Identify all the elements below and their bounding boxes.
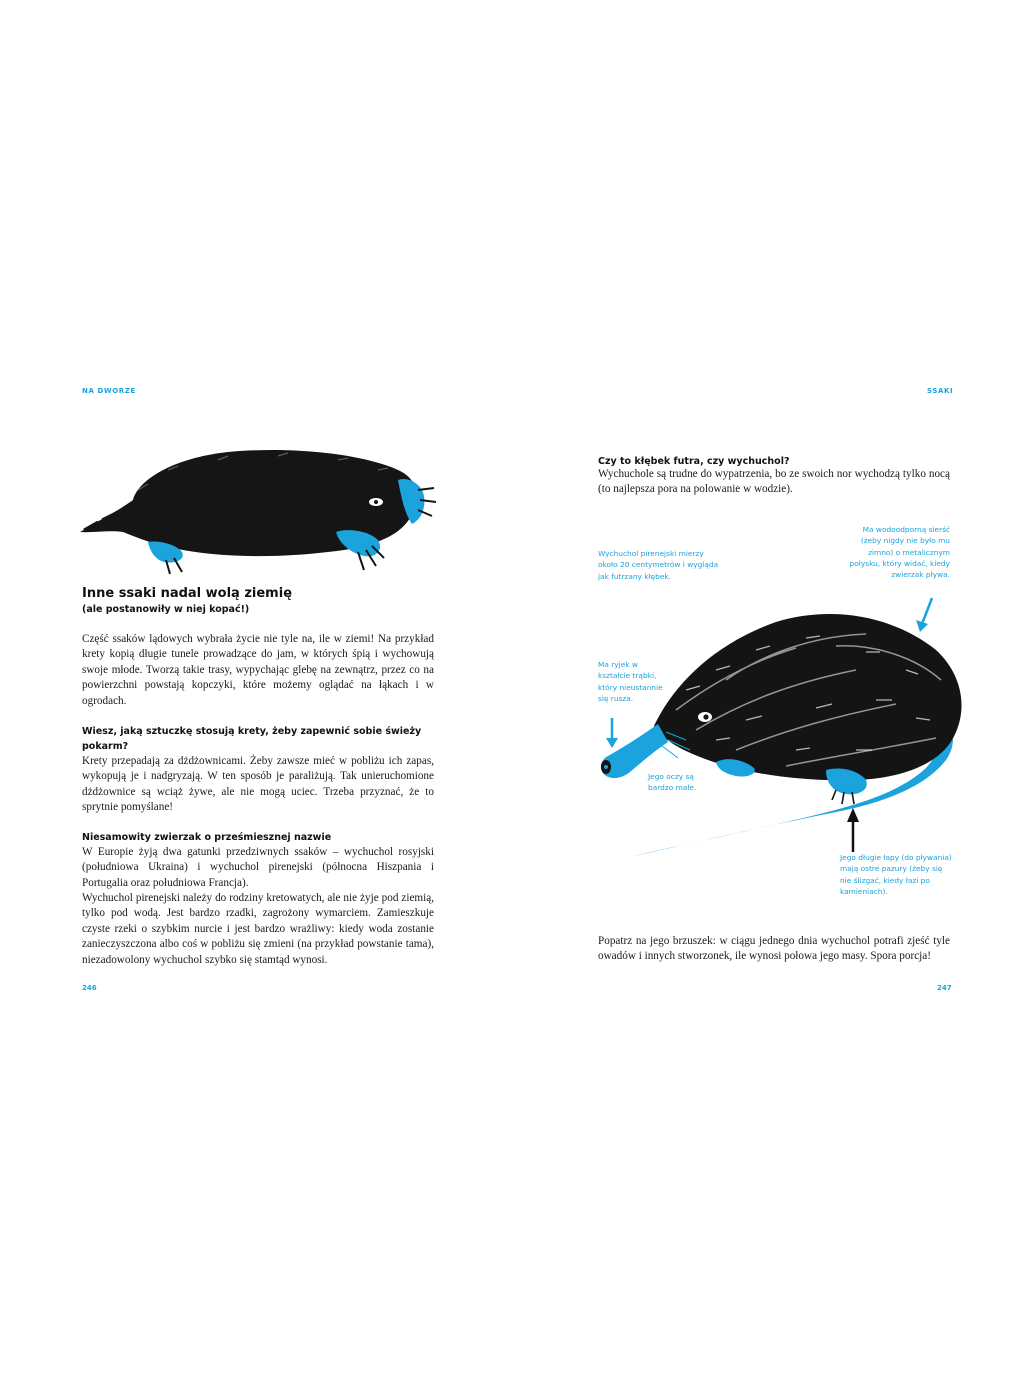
note-legs: Jego długie łapy (do pływania) mają ostre pazury (żeby się nie ślizgać, kiedy łazi po kamieniach). [840,853,952,896]
running-header-right: SSAKI [927,387,954,395]
section-text-desman-a: W Europie żyją dwa gatunki przedziwnych ssaków – wychuchol rosyjski (południowa Ukraina) i wychuchol pirenejski (północna Hiszpania i Portugalia oraz południowa Francja). [82,846,434,889]
note-snout: Ma ryjek w kształcie trąbki, który nieustannie się rusza. [598,660,663,703]
mole-illustration [78,440,443,575]
note-size: Wychuchol pirenejski mierzy około 20 centymetrów i wygląda jak futrzany kłębek. [598,549,719,581]
section-heading-tricks: Wiesz, jaką sztuczkę stosują krety, żeby zapewnić sobie świeży pokarm? [82,726,422,752]
desman-illustration [596,600,976,865]
arrow-icon [604,718,620,748]
page-number-right: 247 [937,984,952,992]
arrow-icon [916,598,936,632]
closing-paragraph: Popatrz na jego brzuszek: w ciągu jednego dnia wychuchol potrafi zjeść tyle owadów i innych stworzonek, ile wynosi połowa jego masy. Spora porcja! [598,935,950,963]
page-subtitle-left: (ale postanowiły w niej kopać!) [82,604,250,615]
running-header-left: NA DWORZE [82,387,136,395]
intro-paragraph-left: Część ssaków lądowych wybrała życie nie tyle na, ile w ziemi! Na przykład krety kopią długie tunele prowadzące do jam, w których śpią i wychowują swoje młode. Tworzą takie trasy, wypychając glebę na zewnątrz, przez co na powierzchni powstają kopczyki, które możemy oglądać na łąkach i w ogrodach. [82,633,434,707]
page-number-left: 246 [82,984,97,992]
section-heading-desman: Niesamowity zwierzak o prześmiesznej nazwie [82,832,332,843]
arrow-icon [845,808,861,852]
note-fur: Ma wodoodporną sierść (żeby nigdy nie było mu zimno) o metalicznym połysku, który widać, kiedy zwierzak pływa. [849,525,950,580]
note-eyes: Jego oczy są bardzo małe. [648,772,697,793]
section-text-tricks: Krety przepadają za dżdżownicami. Żeby zawsze mieć w pobliżu ich zapas, wykopują je i nadgryzają. W ten sposób je paraliżują. Tak unieruchomione dżdżownice są wciąż żywe, ale nie mogą uciec. Trzeba przyznać, że to sprytnie pomyślane! [82,755,434,814]
section-text-desman-b: Wychuchol pirenejski należy do rodziny kretowatych, ale nie żyje pod ziemią, tylko pod wodą. Jest bardzo rzadki, zagrożony wymarciem. Zamieszkuje czyste rzeki o szybkim nurcie i jest bardzo wrażliwy: kiedy woda zostanie zanieczyszczona albo coś w pobliżu się zmieni (na przykład powstanie tama), niezadowolony wychuchol szybko się stamtąd wynosi. [82,892,434,966]
page-title-right: Czy to kłębek futra, czy wychuchol? [598,456,790,467]
page-title-left: Inne ssaki nadal wolą ziemię [82,586,293,601]
intro-paragraph-right: Wychuchole są trudne do wypatrzenia, bo ze swoich nor wychodzą tylko nocą (to najlepsza pora na polowanie w wodzie). [598,468,950,496]
